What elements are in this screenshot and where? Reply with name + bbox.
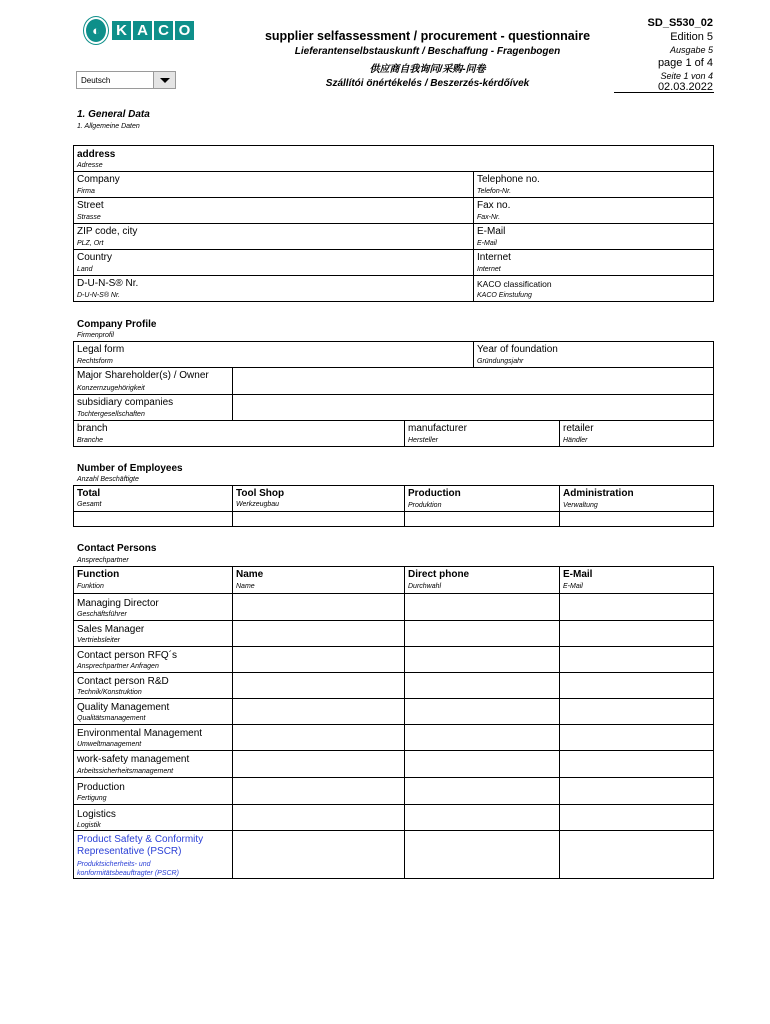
logo-letters	[110, 21, 194, 40]
employees-input-row	[74, 511, 713, 526]
field-label: E-Mail	[477, 226, 506, 237]
field-label: manufacturer	[408, 423, 467, 434]
field-label-de: Internet	[477, 266, 501, 273]
contacts-col-direct-phone	[404, 567, 559, 593]
year-of-foundation-field[interactable]	[473, 342, 713, 367]
function-label-de: Logistik	[77, 822, 101, 829]
field-label-de: Rechtsform	[77, 358, 113, 365]
contact-phone-input[interactable]	[404, 699, 559, 724]
function-label-de: Vertriebsleiter	[77, 637, 120, 644]
contact-row	[74, 724, 713, 750]
field-label-de: E-Mail	[477, 240, 497, 247]
field-label: ZIP code, city	[77, 226, 138, 237]
page-number: page 1 of 4	[657, 57, 713, 69]
field-label-de: Hersteller	[408, 437, 438, 444]
contact-email-input[interactable]	[559, 621, 713, 646]
field-label: Internet	[477, 252, 511, 263]
function-label-de: Umweltmanagement	[77, 741, 142, 748]
field-label-de: Telefon-Nr.	[477, 188, 512, 195]
contact-email-input[interactable]	[559, 673, 713, 698]
telephone-field[interactable]	[473, 172, 713, 197]
address-row	[74, 249, 713, 275]
function-label-de: Ansprechpartner Anfragen	[77, 663, 159, 670]
document-subtitle-hu: Szállítói önértékelés / Beszerzés-kérdőívek	[325, 78, 530, 89]
field-label-de: D-U-N-S® Nr.	[77, 292, 121, 299]
contacts-header-row	[74, 567, 713, 593]
employees-header-row	[74, 485, 713, 511]
employees-col-administration	[559, 486, 713, 511]
function-label: Sales Manager	[77, 624, 145, 635]
field-label-de: Branche	[77, 437, 104, 444]
contact-function-cell	[74, 594, 232, 620]
logo-letter: A	[133, 21, 152, 40]
function-label-de: Geschäftsführer	[77, 611, 127, 618]
address-table	[73, 145, 714, 302]
logo-letter: K	[112, 21, 131, 40]
company-profile-table	[73, 341, 714, 447]
internet-field[interactable]	[473, 250, 713, 275]
contact-row	[74, 672, 713, 698]
contact-phone-input[interactable]	[404, 647, 559, 672]
contact-phone-input[interactable]	[404, 725, 559, 750]
contact-function-cell	[74, 647, 232, 672]
field-label-de: Konzernzugehörigkeit	[77, 385, 145, 392]
ausgabe: Ausgabe 5	[669, 45, 713, 55]
general-data-title: 1. General Data	[77, 109, 150, 120]
dropdown-button[interactable]	[153, 72, 175, 88]
function-label-de: Fertigung	[77, 795, 107, 802]
language-select-value: Deutsch	[81, 75, 111, 85]
email-field[interactable]	[473, 224, 713, 249]
employees-production-input[interactable]	[404, 512, 559, 526]
branch-field[interactable]	[74, 421, 404, 446]
column-label-de: E-Mail	[563, 583, 583, 590]
contact-email-input[interactable]	[559, 831, 713, 879]
column-label-de: Werkzeugbau	[236, 501, 280, 508]
contact-row	[74, 620, 713, 646]
edition: Edition 5	[670, 31, 713, 43]
column-label-de: Durchwahl	[408, 583, 442, 590]
contacts-col-email	[559, 567, 713, 593]
function-label: work-safety management	[77, 754, 190, 765]
pscr-label-de-line1: Produktsicherheits- und	[77, 861, 151, 868]
employees-col-production	[404, 486, 559, 511]
employees-administration-input[interactable]	[559, 512, 713, 526]
contact-row	[74, 777, 713, 804]
field-label-de: Strasse	[77, 214, 101, 221]
field-label: KACO classification	[477, 279, 552, 289]
employees-subtitle: Anzahl Beschäftigte	[77, 476, 139, 483]
document-title-block	[240, 29, 615, 89]
address-row	[74, 223, 713, 249]
field-label-de: Land	[77, 266, 93, 273]
contact-phone-input[interactable]	[404, 778, 559, 804]
document-subtitle-zh: 供应商自我询问/采购-问卷	[369, 64, 486, 75]
contact-phone-input[interactable]	[404, 621, 559, 646]
seite-number: Seite 1 von 4	[660, 71, 713, 81]
column-label: Name	[236, 569, 264, 580]
chevron-down-icon	[160, 78, 170, 83]
field-label: retailer	[563, 423, 594, 434]
function-label: Contact person R&D	[77, 676, 169, 687]
contacts-subtitle: Ansprechpartner	[77, 557, 129, 564]
kaco-classification-field[interactable]	[473, 276, 713, 302]
address-title: address	[77, 149, 116, 160]
column-label: Administration	[563, 488, 634, 499]
contact-name-input[interactable]	[232, 594, 404, 620]
contact-email-input[interactable]	[559, 778, 713, 804]
contact-name-input[interactable]	[232, 621, 404, 646]
contact-function-cell	[74, 831, 232, 879]
field-label: subsidiary companies	[77, 397, 174, 408]
contacts-col-name	[232, 567, 404, 593]
contact-function-cell	[74, 751, 232, 777]
document-title: supplier selfassessment / procurement - questionnaire	[264, 29, 591, 43]
address-title-de: Adresse	[77, 162, 103, 169]
column-label-de: Funktion	[77, 583, 104, 590]
shareholders-field[interactable]	[232, 368, 713, 394]
field-label: Fax no.	[477, 200, 511, 211]
column-label: E-Mail	[563, 569, 593, 580]
contact-name-input[interactable]	[232, 725, 404, 750]
contact-phone-input[interactable]	[404, 831, 559, 879]
function-label-de: Arbeitssicherheitsmanagement	[77, 768, 174, 775]
legal-form-field[interactable]	[74, 342, 473, 367]
contact-email-input[interactable]	[559, 647, 713, 672]
logo-letter: C	[154, 21, 173, 40]
contacts-table	[73, 566, 714, 879]
function-label: Logistics	[77, 809, 116, 820]
employees-total-input[interactable]	[74, 512, 232, 526]
shareholders-label-cell	[74, 368, 232, 394]
contact-row-pscr	[74, 830, 713, 879]
contact-row	[74, 750, 713, 777]
contact-row	[74, 593, 713, 620]
logo-globe-icon: ◐	[84, 17, 108, 44]
logo-letter: O	[175, 21, 194, 40]
column-label: Direct phone	[408, 569, 470, 580]
field-label: Telephone no.	[477, 174, 540, 185]
contacts-col-function	[74, 567, 232, 593]
manufacturer-field[interactable]	[404, 421, 559, 446]
contact-name-input[interactable]	[232, 805, 404, 830]
document-date: 02.03.2022	[657, 81, 713, 93]
contact-name-input[interactable]	[232, 673, 404, 698]
field-label: Street	[77, 200, 104, 211]
field-label-de: Fax-Nr.	[477, 214, 501, 221]
company-profile-title: Company Profile	[77, 319, 157, 330]
contact-email-input[interactable]	[559, 594, 713, 620]
document-meta	[648, 17, 713, 93]
contact-function-cell	[74, 778, 232, 804]
language-select[interactable]	[76, 71, 176, 89]
column-label-de: Gesamt	[77, 501, 102, 508]
employees-title: Number of Employees	[77, 463, 183, 474]
fax-field[interactable]	[473, 198, 713, 223]
country-field[interactable]	[74, 250, 473, 275]
function-label-de: Technik/Konstruktion	[77, 689, 142, 696]
field-label: D-U-N-S® Nr.	[77, 278, 139, 289]
function-label: Production	[77, 782, 125, 793]
column-label-de: Name	[236, 583, 255, 590]
function-label: Quality Management	[77, 702, 170, 713]
address-row	[74, 275, 713, 302]
field-label-de: PLZ, Ort	[77, 240, 104, 247]
contact-email-input[interactable]	[559, 725, 713, 750]
function-label: Environmental Management	[77, 728, 203, 739]
contact-name-input[interactable]	[232, 647, 404, 672]
profile-row	[74, 394, 713, 420]
contact-row	[74, 804, 713, 830]
document-subtitle-de: Lieferantenselbstauskunft / Beschaffung - Fragenbogen	[294, 46, 561, 57]
retailer-field[interactable]	[559, 421, 713, 446]
zip-city-field[interactable]	[74, 224, 473, 249]
employees-table	[73, 485, 714, 527]
company-profile-subtitle: Firmenprofil	[77, 332, 114, 339]
employees-col-toolshop	[232, 486, 404, 511]
column-label: Function	[77, 569, 120, 580]
function-label: Managing Director	[77, 598, 159, 609]
contact-email-input[interactable]	[559, 751, 713, 777]
column-label-de: Verwaltung	[563, 502, 598, 509]
employees-toolshop-input[interactable]	[232, 512, 404, 526]
contact-function-cell	[74, 699, 232, 724]
subsidiary-field[interactable]	[232, 395, 713, 420]
pscr-label-line1: Product Safety & Conformity	[77, 834, 204, 845]
subsidiary-label-cell	[74, 395, 232, 420]
contacts-title: Contact Persons	[77, 543, 157, 554]
column-label: Production	[408, 488, 461, 499]
company-field[interactable]	[74, 172, 473, 197]
contact-name-input[interactable]	[232, 699, 404, 724]
contact-function-cell	[74, 673, 232, 698]
field-label: Company	[77, 174, 120, 185]
field-label: branch	[77, 423, 108, 434]
field-label-de: Tochtergesellschaften	[77, 411, 145, 418]
function-label: Contact person RFQ´s	[77, 650, 178, 661]
contact-function-cell	[74, 621, 232, 646]
column-label: Tool Shop	[236, 488, 285, 499]
column-label: Total	[77, 488, 101, 499]
profile-row	[74, 341, 713, 367]
street-field[interactable]	[74, 198, 473, 223]
field-label-de: KACO Einstufung	[477, 292, 532, 299]
contact-row	[74, 698, 713, 724]
pscr-label-de-line2: konformitätsbeauftragter (PSCR)	[77, 870, 179, 877]
contact-phone-input[interactable]	[404, 673, 559, 698]
contact-phone-input[interactable]	[404, 594, 559, 620]
field-label-de: Händler	[563, 437, 588, 444]
field-label: Major Shareholder(s) / Owner	[77, 370, 209, 381]
profile-row	[74, 367, 713, 394]
contact-phone-input[interactable]	[404, 751, 559, 777]
field-label: Country	[77, 252, 113, 263]
document-code: SD_S530_02	[647, 17, 713, 29]
contact-name-input[interactable]	[232, 831, 404, 879]
contact-email-input[interactable]	[559, 805, 713, 830]
address-row	[74, 197, 713, 223]
kaco-logo	[84, 17, 194, 44]
contact-name-input[interactable]	[232, 778, 404, 804]
contact-phone-input[interactable]	[404, 805, 559, 830]
field-label: Legal form	[77, 344, 125, 355]
address-row	[74, 171, 713, 197]
contact-email-input[interactable]	[559, 699, 713, 724]
pscr-label-line2: Representative (PSCR)	[77, 846, 182, 857]
field-label-de: Firma	[77, 188, 95, 195]
field-label: Year of foundation	[477, 344, 558, 355]
contact-function-cell	[74, 805, 232, 830]
profile-row	[74, 420, 713, 446]
column-label-de: Produktion	[408, 502, 442, 509]
employees-col-total	[74, 486, 232, 511]
function-label-de: Qualitätsmanagement	[77, 715, 146, 722]
duns-field[interactable]	[74, 276, 473, 302]
field-label-de: Gründungsjahr	[477, 358, 524, 365]
contact-function-cell	[74, 725, 232, 750]
contact-name-input[interactable]	[232, 751, 404, 777]
meta-divider	[614, 92, 714, 93]
contact-row	[74, 646, 713, 672]
general-data-subtitle: 1. Allgemeine Daten	[77, 123, 140, 130]
